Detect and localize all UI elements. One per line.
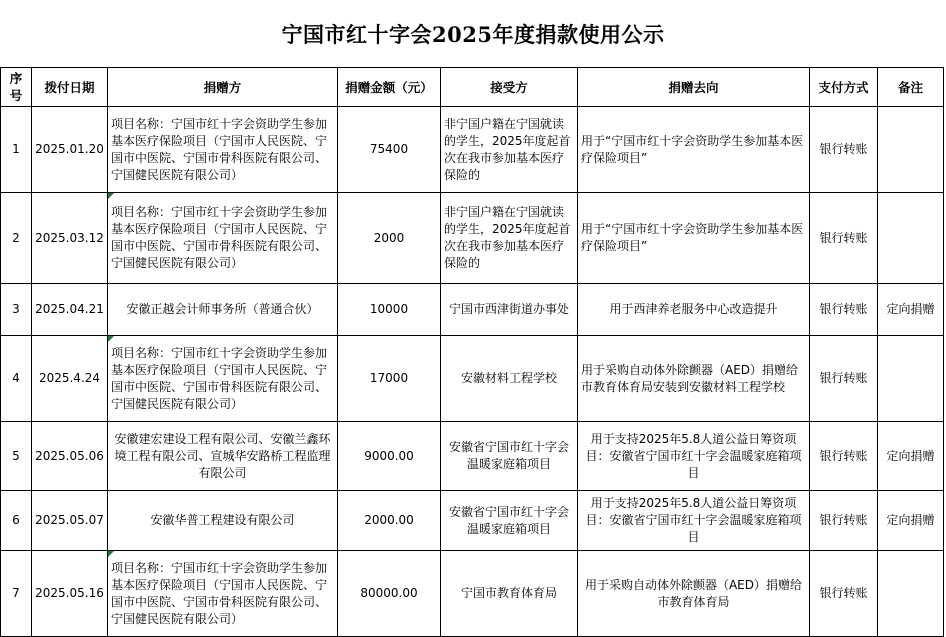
cell-no: 5 — [1, 422, 32, 491]
cell-no: 2 — [1, 193, 32, 284]
cell-donor: 项目名称：宁国市红十字会资助学生参加基本医疗保险项目（宁国市人民医院、宁国市中医院、宁国市骨科医院有限公司、宁国健民医院有限公司） — [108, 193, 338, 284]
table-row — [1, 193, 944, 284]
cell-payment: 银行转账 — [810, 422, 878, 491]
cell-no: 3 — [1, 284, 32, 336]
cell-payment: 银行转账 — [810, 107, 878, 193]
cell-recipient: 非宁国户籍在宁国就读的学生，2025年度起首次在我市参加基本医疗保险的 — [441, 107, 578, 193]
cell-recipient: 宁国市西津街道办事处 — [441, 284, 578, 336]
cell-no: 7 — [1, 551, 32, 637]
cell-donor: 安徽华普工程建设有限公司 — [108, 491, 338, 551]
cell-date: 2025.03.12 — [32, 193, 108, 284]
table-row — [1, 491, 944, 551]
page-title: 宁国市红十字会2025年度捐款使用公示 — [281, 21, 665, 47]
cell-recipient: 非宁国户籍在宁国就读的学生，2025年度起首次在我市参加基本医疗保险的 — [441, 193, 578, 284]
cell-payment: 银行转账 — [810, 551, 878, 637]
cell-amount: 2000.00 — [338, 491, 441, 551]
table-row — [1, 284, 944, 336]
cell-payment: 银行转账 — [810, 491, 878, 551]
cell-note — [878, 193, 944, 284]
cell-payment: 银行转账 — [810, 193, 878, 284]
cell-amount: 10000 — [338, 284, 441, 336]
cell-purpose: 用于“宁国市红十字会资助学生参加基本医疗保险项目” — [578, 193, 810, 284]
header-payment: 支付方式 — [810, 68, 878, 107]
cell-donor: 项目名称：宁国市红十字会资助学生参加基本医疗保险项目（宁国市人民医院、宁国市中医院、宁国市骨科医院有限公司、宁国健民医院有限公司） — [108, 336, 338, 422]
cell-recipient: 安徽材料工程学校 — [441, 336, 578, 422]
cell-date: 2025.05.06 — [32, 422, 108, 491]
cell-note: 定向捐赠 — [878, 422, 944, 491]
cell-amount: 2000 — [338, 193, 441, 284]
header-donor: 捐赠方 — [108, 68, 338, 107]
cell-payment: 银行转账 — [810, 336, 878, 422]
cell-note: 定向捐赠 — [878, 491, 944, 551]
cell-donor: 安徽建宏建设工程有限公司、安徽兰鑫环境工程有限公司、宣城华安路桥工程监理有限公司 — [108, 422, 338, 491]
table-row — [1, 336, 944, 422]
donation-table — [0, 67, 944, 637]
cell-donor: 安徽正越会计师事务所（普通合伙） — [108, 284, 338, 336]
cell-purpose: 用于“宁国市红十字会资助学生参加基本医疗保险项目” — [578, 107, 810, 193]
cell-purpose: 用于采购自动体外除颤器（AED）捐赠给市教育体育局安装到安徽材料工程学校 — [578, 336, 810, 422]
cell-donor: 项目名称：宁国市红十字会资助学生参加基本医疗保险项目（宁国市人民医院、宁国市中医院、宁国市骨科医院有限公司、宁国健民医院有限公司） — [108, 107, 338, 193]
cell-date: 2025.05.07 — [32, 491, 108, 551]
cell-date: 2025.05.16 — [32, 551, 108, 637]
header-row — [1, 68, 944, 107]
cell-date: 2025.01.20 — [32, 107, 108, 193]
title-row — [0, 0, 946, 67]
table-row — [1, 551, 944, 637]
cell-purpose: 用于支持2025年5.8人道公益日筹资项目：安徽省宁国市红十字会温暖家庭箱项目 — [578, 491, 810, 551]
cell-recipient: 安徽省宁国市红十字会温暖家庭箱项目 — [441, 491, 578, 551]
table-row — [1, 422, 944, 491]
header-amount: 捐赠金额（元） — [338, 68, 441, 107]
header-note: 备注 — [878, 68, 944, 107]
cell-purpose: 用于采购自动体外除颤器（AED）捐赠给市教育体育局 — [578, 551, 810, 637]
cell-no: 4 — [1, 336, 32, 422]
cell-purpose: 用于西津养老服务中心改造提升 — [578, 284, 810, 336]
table-row — [1, 107, 944, 193]
header-date: 拨付日期 — [32, 68, 108, 107]
cell-recipient: 安徽省宁国市红十字会温暖家庭箱项目 — [441, 422, 578, 491]
cell-amount: 75400 — [338, 107, 441, 193]
cell-note — [878, 551, 944, 637]
cell-note — [878, 107, 944, 193]
cell-note — [878, 336, 944, 422]
cell-recipient: 宁国市教育体育局 — [441, 551, 578, 637]
cell-date: 2025.4.24 — [32, 336, 108, 422]
header-no: 序号 — [1, 68, 32, 107]
cell-amount: 80000.00 — [338, 551, 441, 637]
cell-payment: 银行转账 — [810, 284, 878, 336]
cell-donor: 项目名称：宁国市红十字会资助学生参加基本医疗保险项目（宁国市人民医院、宁国市中医院、宁国市骨科医院有限公司、宁国健民医院有限公司） — [108, 551, 338, 637]
cell-amount: 9000.00 — [338, 422, 441, 491]
cell-note: 定向捐赠 — [878, 284, 944, 336]
cell-purpose: 用于支持2025年5.8人道公益日筹资项目：安徽省宁国市红十字会温暖家庭箱项目 — [578, 422, 810, 491]
header-purpose: 捐赠去向 — [578, 68, 810, 107]
cell-date: 2025.04.21 — [32, 284, 108, 336]
header-recipient: 接受方 — [441, 68, 578, 107]
cell-no: 6 — [1, 491, 32, 551]
cell-amount: 17000 — [338, 336, 441, 422]
cell-no: 1 — [1, 107, 32, 193]
